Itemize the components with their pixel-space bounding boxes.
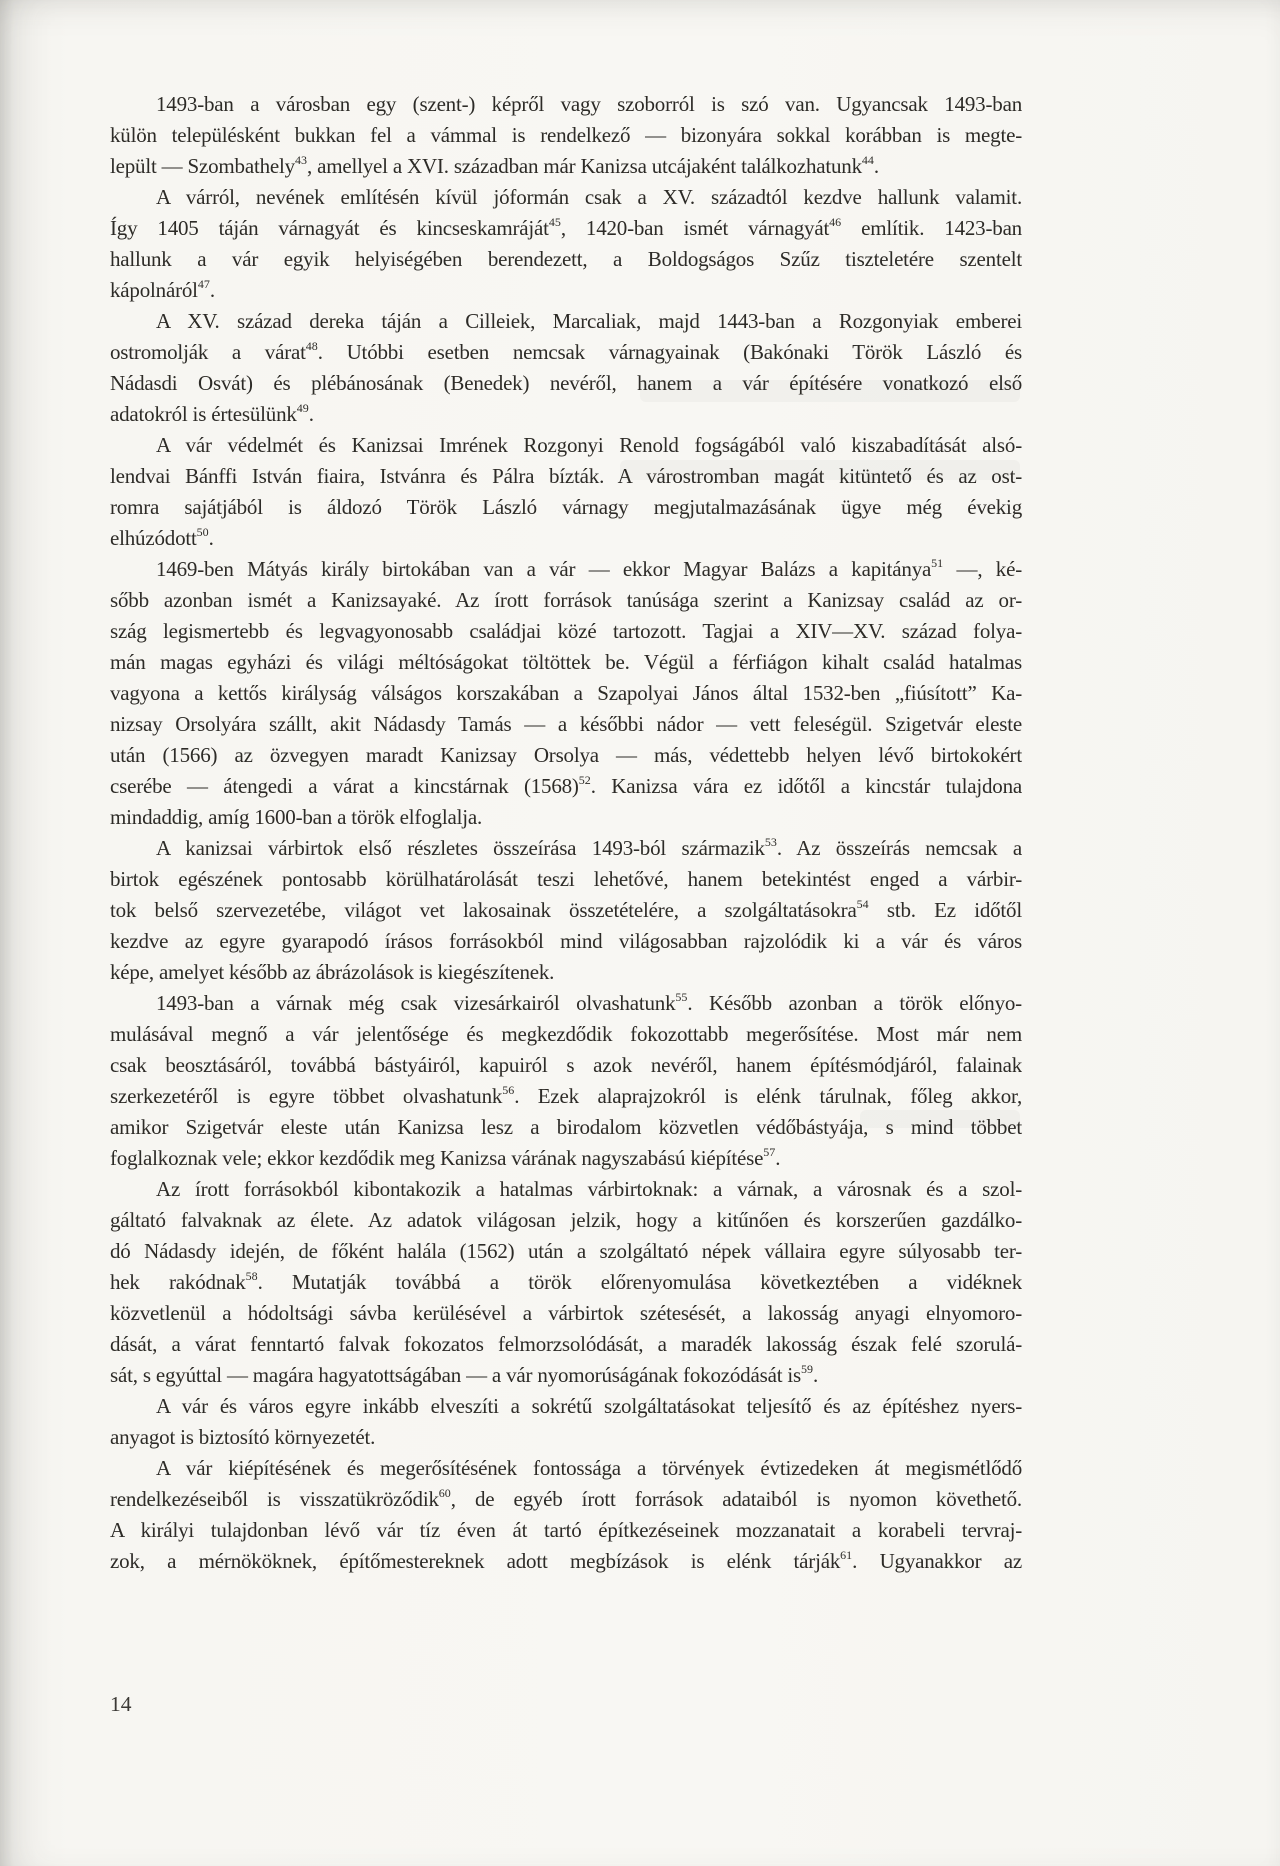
footnote-marker: 56 bbox=[502, 1083, 515, 1097]
text-line bbox=[110, 89, 1022, 120]
text-run: . bbox=[208, 526, 214, 550]
text-run: A vár védelmét és Kanizsai Imrének Rozgonyi Renold fogságából való kiszabadítását alsó- bbox=[156, 433, 1022, 457]
text-line bbox=[110, 802, 1022, 833]
text-line bbox=[110, 1453, 1022, 1484]
text-line bbox=[110, 926, 1022, 957]
text-line bbox=[110, 1205, 1022, 1236]
text-run: , amellyel a XVI. században már Kanizsa utcájaként találkozhatunk bbox=[306, 154, 862, 178]
text-line bbox=[110, 771, 1022, 802]
text-line bbox=[110, 864, 1022, 895]
text-line bbox=[110, 647, 1022, 678]
text-run: —, ké- bbox=[943, 557, 1022, 581]
text-run: A XV. század dereka táján a Cilleiek, Marcaliak, majd 1443-ban a Rozgonyiak emberei bbox=[156, 309, 1022, 333]
footnote-marker: 60 bbox=[438, 1486, 451, 1500]
text-line bbox=[110, 740, 1022, 771]
text-run: mindaddig, amíg 1600-ban a török elfoglalja. bbox=[110, 805, 483, 829]
text-run: anyagot is biztosító környezetét. bbox=[110, 1425, 376, 1449]
text-run: említik. 1423-ban bbox=[841, 216, 1022, 240]
text-run: zok, a mérnököknek, építőmestereknek adott megbízások is elénk tárják bbox=[110, 1549, 841, 1573]
text-line bbox=[110, 585, 1022, 616]
text-run: . bbox=[308, 402, 314, 426]
text-run: lepült — Szombathely bbox=[110, 154, 295, 178]
text-line bbox=[110, 678, 1022, 709]
text-line bbox=[110, 151, 1022, 182]
text-run: . Ezek alaprajzokról is elénk tárulnak, főleg akkor, bbox=[514, 1084, 1022, 1108]
text-line bbox=[110, 368, 1022, 399]
footnote-marker: 48 bbox=[305, 339, 318, 353]
text-run: kezdve az egyre gyarapodó írásos forrásokból mind világosabban rajzolódik ki a vár és város bbox=[110, 929, 1022, 953]
text-line bbox=[110, 1515, 1022, 1546]
text-run: 1493-ban a városban egy (szent-) képről vagy szoborról is szó van. Ugyancsak 1493-ban bbox=[156, 92, 1022, 116]
text-run: 1493-ban a várnak még csak vizesárkairól olvashatunk bbox=[156, 991, 676, 1015]
text-run: Így 1405 táján várnagyát és kincseskamráját bbox=[110, 216, 549, 240]
text-run: gáltató falvaknak az élete. Az adatok világosan jelzik, hogy a kitűnően és korszerűen gazdálko- bbox=[110, 1208, 1022, 1232]
footnote-marker: 57 bbox=[763, 1145, 776, 1159]
footnote-marker: 51 bbox=[931, 556, 944, 570]
text-line bbox=[110, 306, 1022, 337]
text-line bbox=[110, 399, 1022, 430]
text-line bbox=[110, 430, 1022, 461]
text-run: . Ugyanakkor az bbox=[852, 1549, 1022, 1573]
text-line bbox=[110, 957, 1022, 988]
text-run: elhúzódott bbox=[110, 526, 197, 550]
text-line bbox=[110, 182, 1022, 213]
text-line bbox=[110, 1422, 1022, 1453]
footnote-marker: 43 bbox=[294, 153, 307, 167]
text-run: tok belső szervezetébe, világot vet lakosainak összetételére, a szolgáltatásokra bbox=[110, 898, 857, 922]
text-run: dását, a várat fenntartó falvak fokozatos felmorzsolódását, a maradék lakosság észak felé szorulá- bbox=[110, 1332, 1022, 1356]
footnote-marker: 50 bbox=[196, 525, 209, 539]
footnote-marker: 59 bbox=[800, 1362, 813, 1376]
text-run: Nádasdi Osvát) és plébánosának (Benedek) nevéről, hanem a vár építésére vonatkozó első bbox=[110, 371, 1022, 395]
text-line bbox=[110, 1050, 1022, 1081]
text-line bbox=[110, 1267, 1022, 1298]
footnote-marker: 44 bbox=[861, 153, 874, 167]
text-line bbox=[110, 895, 1022, 926]
footnote-marker: 45 bbox=[548, 215, 561, 229]
text-run: . Később azonban a török előnyo- bbox=[687, 991, 1022, 1015]
text-run: ostromolják a várat bbox=[110, 340, 306, 364]
text-run: 1469-ben Mátyás király birtokában van a vár — ekkor Magyar Balázs a kapitánya bbox=[156, 557, 932, 581]
text-run: . Az összeírás nemcsak a bbox=[776, 836, 1022, 860]
footnote-marker: 61 bbox=[840, 1548, 853, 1562]
text-run: birtok egészének pontosabb körülhatárolását teszi lehetővé, hanem betekintést enged a várbir- bbox=[110, 867, 1022, 891]
text-run: után (1566) az özvegyen maradt Kanizsay Orsolya — más, védettebb helyen lévő birtokokért bbox=[110, 743, 1022, 767]
text-run: stb. Ez időtől bbox=[868, 898, 1022, 922]
text-run: A kanizsai várbirtok első részletes összeírása 1493-ból származik bbox=[156, 836, 765, 860]
footnote-marker: 46 bbox=[829, 215, 842, 229]
text-run: képe, amelyet később az ábrázolások is kiegészítenek. bbox=[110, 960, 555, 984]
text-run: mán magas egyházi és világi méltóságokat töltöttek be. Végül a férfiágon kihalt család hatalmas bbox=[110, 650, 1022, 674]
text-run: A királyi tulajdonban lévő vár tíz éven át tartó építkezéseinek mozzanatait a korabeli tervraj- bbox=[110, 1518, 1022, 1542]
footnote-marker: 55 bbox=[675, 990, 688, 1004]
text-run: . Mutatják továbbá a török előrenyomulása következtében a vidéknek bbox=[257, 1270, 1022, 1294]
text-run: mulásával megnő a vár jelentősége és megkezdődik fokozottabb megerősítése. Most már nem bbox=[110, 1022, 1022, 1046]
text-line bbox=[110, 616, 1022, 647]
footnote-marker: 58 bbox=[245, 1269, 258, 1283]
footnote-marker: 52 bbox=[578, 773, 591, 787]
text-run: A vár és város egyre inkább elveszíti a sokrétű szolgáltatásokat teljesítő és az építéshez nyers- bbox=[156, 1394, 1022, 1418]
text-run: . bbox=[775, 1146, 781, 1170]
text-run: dó Nádasdy idején, de főként halála (1562) után a szolgáltató népek vállaira egyre súlyosabb ter- bbox=[110, 1239, 1022, 1263]
text-line bbox=[110, 1081, 1022, 1112]
text-block bbox=[110, 89, 1022, 1577]
text-line bbox=[110, 1236, 1022, 1267]
text-line bbox=[110, 275, 1022, 306]
text-line bbox=[110, 1174, 1022, 1205]
text-run: , 1420-ban ismét várnagyát bbox=[560, 216, 830, 240]
page-number: 14 bbox=[110, 1692, 132, 1716]
text-run: . bbox=[873, 154, 879, 178]
text-run: csak beosztásáról, továbbá bástyáiról, kapuiról s azok nevéről, hanem építésmódjáról, falainak bbox=[110, 1053, 1022, 1077]
text-run: Az írott forrásokból kibontakozik a hatalmas várbirtoknak: a várnak, a városnak és a szol- bbox=[156, 1177, 1022, 1201]
text-line bbox=[110, 1546, 1022, 1577]
text-run: . Utóbbi esetben nemcsak várnagyainak (Bakónaki Török László és bbox=[317, 340, 1022, 364]
text-run: lendvai Bánffi István fiaira, Istvánra és Pálra bízták. A várostromban magát kitüntető és az ost- bbox=[110, 464, 1022, 488]
footnote-marker: 53 bbox=[764, 835, 777, 849]
text-line bbox=[110, 492, 1022, 523]
text-run: nizsay Orsolyára szállt, akit Nádasdy Tamás — a későbbi nádor — vett feleségül. Szigetvár eleste bbox=[110, 712, 1022, 736]
text-run: sőbb azonban ismét a Kanizsayaké. Az írott források tanúsága szerint a Kanizsay család az or- bbox=[110, 588, 1022, 612]
text-run: rendelkezéseiből is visszatükröződik bbox=[110, 1487, 439, 1511]
text-line bbox=[110, 120, 1022, 151]
text-run: foglalkoznak vele; ekkor kezdődik meg Kanizsa várának nagyszabású kiépítése bbox=[110, 1146, 764, 1170]
text-line bbox=[110, 1143, 1022, 1174]
text-line bbox=[110, 461, 1022, 492]
footnote-marker: 54 bbox=[856, 897, 869, 911]
text-line bbox=[110, 523, 1022, 554]
text-run: szág legismertebb és legvagyonosabb családjai közé tartozott. Tagjai a XIV—XV. század folya- bbox=[110, 619, 1022, 643]
text-line bbox=[110, 213, 1022, 244]
text-run: közvetlenül a hódoltsági sávba kerülésével a várbirtok szétesését, a lakosság anyagi elnyomoro- bbox=[110, 1301, 1022, 1325]
text-line bbox=[110, 244, 1022, 275]
text-run: adatokról is értesülünk bbox=[110, 402, 297, 426]
text-run: . bbox=[209, 278, 215, 302]
text-run: A vár kiépítésének és megerősítésének fontossága a törvények évtizedeken át megismétlődő bbox=[156, 1456, 1022, 1480]
text-run: . Kanizsa vára ez időtől a kincstár tulajdona bbox=[590, 774, 1022, 798]
text-run: kápolnáról bbox=[110, 278, 198, 302]
text-line bbox=[110, 1329, 1022, 1360]
footnote-marker: 49 bbox=[296, 401, 309, 415]
text-line bbox=[110, 1019, 1022, 1050]
text-run: hallunk a vár egyik helyiségében berendezett, a Boldogságos Szűz tiszteletére szentelt bbox=[110, 247, 1022, 271]
text-run: amikor Szigetvár eleste után Kanizsa lesz a birodalom közvetlen védőbástyája, s mind többet bbox=[110, 1115, 1022, 1139]
text-run: , de egyéb írott források adataiból is nyomon követhető. bbox=[450, 1487, 1022, 1511]
text-run: szerkezetéről is egyre többet olvashatunk bbox=[110, 1084, 503, 1108]
text-line bbox=[110, 988, 1022, 1019]
text-run: sát, s egyúttal — magára hagyatottságában — a vár nyomorúságának fokozódását is bbox=[110, 1363, 801, 1387]
text-run: hek rakódnak bbox=[110, 1270, 246, 1294]
text-run: cserébe — átengedi a várat a kincstárnak (1568) bbox=[110, 774, 579, 798]
text-line bbox=[110, 337, 1022, 368]
text-line bbox=[110, 1298, 1022, 1329]
text-run: vagyona a kettős királyság válságos korszakában a Szapolyai János által 1532-ben „fiúsított” Ka- bbox=[110, 681, 1022, 705]
text-line bbox=[110, 1112, 1022, 1143]
footnote-marker: 47 bbox=[197, 277, 210, 291]
text-line bbox=[110, 1391, 1022, 1422]
text-line bbox=[110, 554, 1022, 585]
text-line bbox=[110, 833, 1022, 864]
text-run: A várról, nevének említésén kívül jóformán csak a XV. századtól kezdve hallunk valamit. bbox=[156, 185, 1022, 209]
text-line bbox=[110, 1360, 1022, 1391]
text-line bbox=[110, 709, 1022, 740]
text-run: . bbox=[812, 1363, 819, 1387]
text-line bbox=[110, 1484, 1022, 1515]
text-run: romra sajátjából is áldozó Török László várnagy megjutalmazásának ügye még évekig bbox=[110, 495, 1022, 519]
text-run: külön településként bukkan fel a vámmal is rendelkező — bizonyára sokkal korábban is megte- bbox=[110, 123, 1022, 147]
